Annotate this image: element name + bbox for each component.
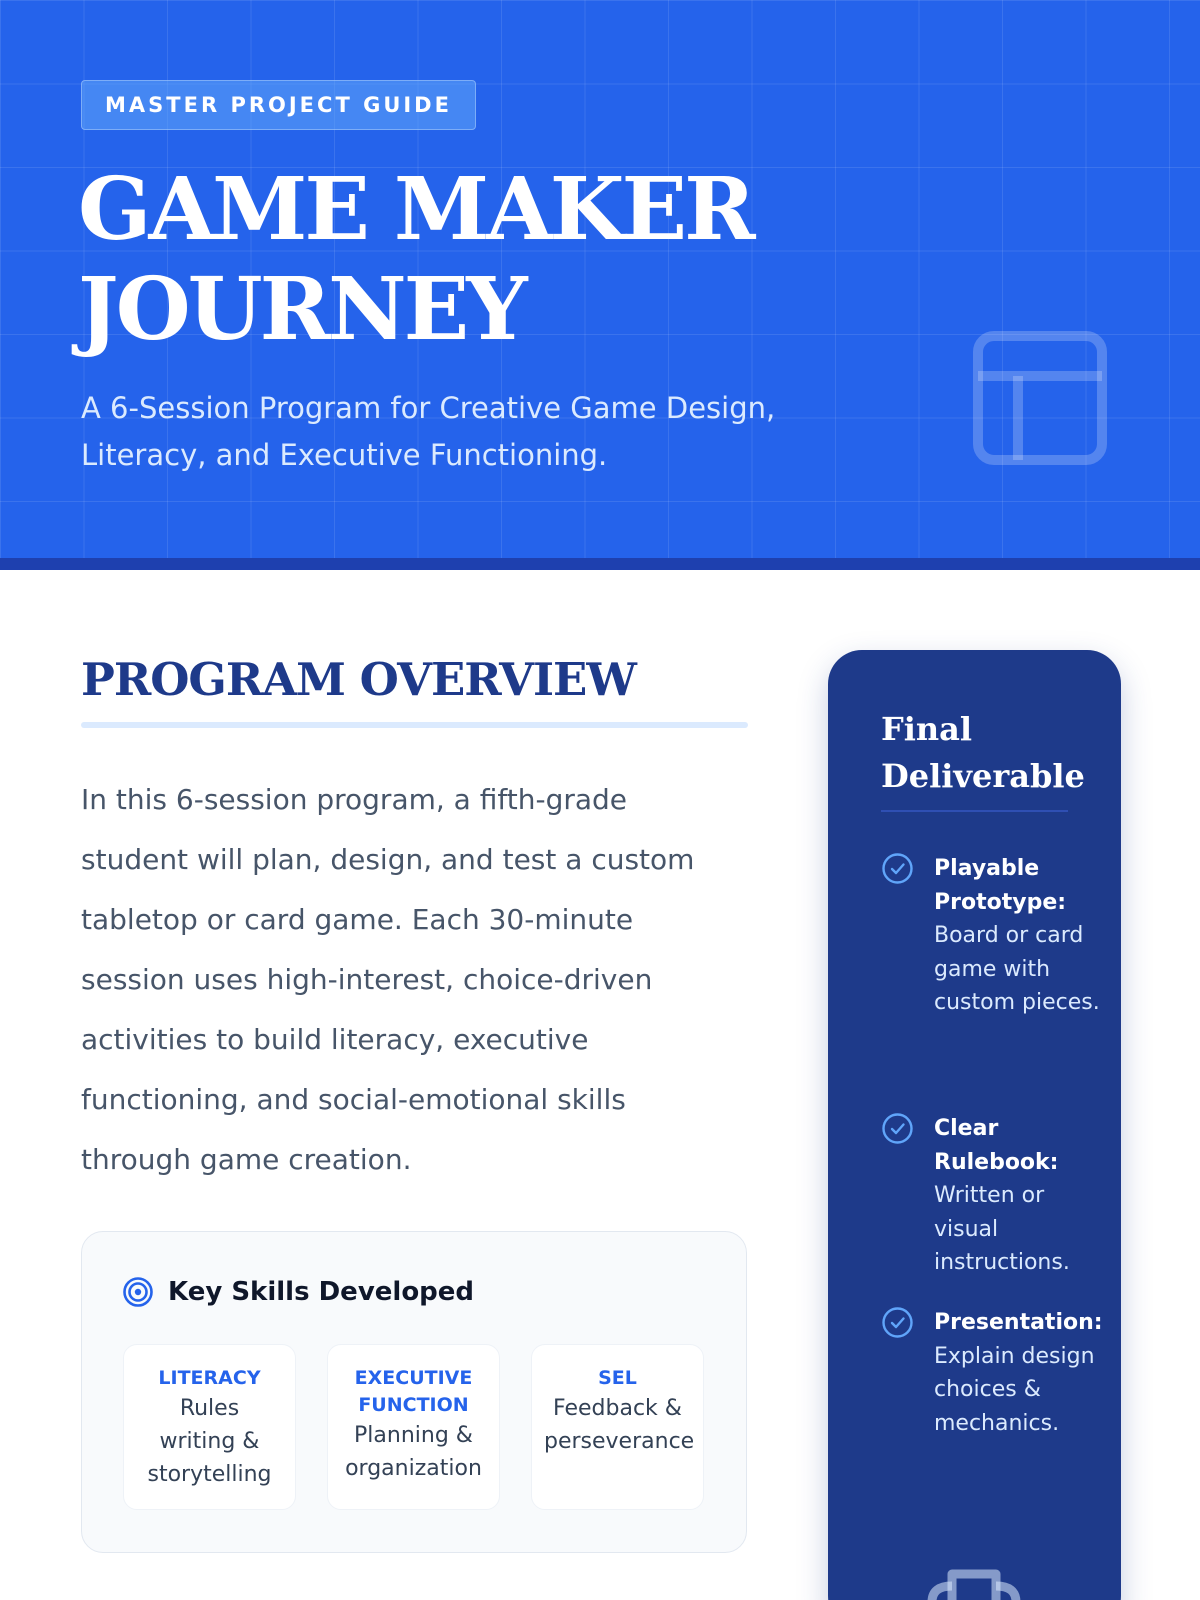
deliverable-item-label: Presentation: [934, 1310, 1103, 1335]
key-skills-title: Key Skills Developed [168, 1277, 475, 1307]
skill-description: Rules writing & storytelling [147, 1396, 272, 1487]
trophy-icon [924, 1560, 1024, 1600]
skill-description: Planning & organization [345, 1423, 482, 1481]
deliverable-divider [881, 810, 1068, 812]
skill-tile-executive-function [327, 1344, 500, 1510]
title-line-1: GAME MAKER [78, 159, 753, 260]
layout-icon [970, 328, 1110, 468]
overview-divider [81, 722, 748, 728]
deliverable-item-text: Written or visual instructions. [934, 1183, 1070, 1275]
hero-banner [0, 0, 1200, 570]
deliverable-item-label: Playable Prototype: [934, 856, 1067, 915]
overview-heading: PROGRAM OVERVIEW [81, 653, 636, 706]
deliverable-item [881, 852, 1111, 1020]
deliverable-item-label: Clear Rulebook: [934, 1116, 1059, 1175]
final-deliverable-panel [828, 650, 1121, 1600]
key-skills-header [122, 1272, 474, 1312]
skill-category: LITERACY [158, 1367, 261, 1389]
title-line-2: JOURNEY [78, 259, 525, 360]
skill-category: SEL [598, 1367, 637, 1389]
skill-tile-sel [531, 1344, 704, 1510]
deliverable-title: Final Deliverable [881, 710, 1085, 795]
deliverable-item [881, 1112, 1111, 1280]
check-circle-icon [881, 1112, 914, 1145]
skill-description: Feedback & perseverance [544, 1396, 695, 1454]
target-icon [122, 1276, 154, 1308]
deliverable-item-text: Explain design choices & mechanics. [934, 1343, 1095, 1436]
key-skills-card [81, 1231, 747, 1553]
check-circle-icon [881, 1306, 914, 1339]
deliverable-item-text: Board or card game with custom pieces. [934, 923, 1100, 1015]
page-subtitle: A 6-Session Program for Creative Game Design, Literacy, and Executive Functioning. [81, 391, 776, 472]
overview-body: In this 6-session program, a fifth-grade student will plan, design, and test a custom tabletop or card game. Each 30-minute session uses high-interest, choice-driven activities to build literacy, executive functioning, and social-emotional skills through game creation. [81, 783, 695, 1176]
page-title [78, 160, 878, 360]
skill-tile-literacy [123, 1344, 296, 1510]
check-circle-icon [881, 852, 914, 885]
skill-category: EXECUTIVE FUNCTION [354, 1367, 473, 1416]
deliverable-item [881, 1306, 1111, 1440]
guide-badge: MASTER PROJECT GUIDE [81, 80, 476, 130]
